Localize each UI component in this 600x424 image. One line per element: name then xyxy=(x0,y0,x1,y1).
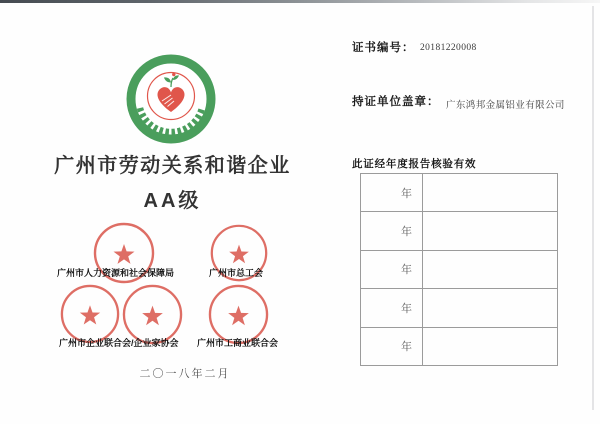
annual-verification-table xyxy=(360,173,558,366)
verification-blank-cell xyxy=(423,174,558,212)
star-icon xyxy=(228,306,249,326)
table-row xyxy=(361,174,558,212)
certificate-grade: AA级 xyxy=(143,190,202,212)
holder-seal-label: 持证单位盖章： xyxy=(352,96,440,108)
year-label-cell: 年 xyxy=(361,212,423,250)
table-row xyxy=(361,212,558,250)
year-label-cell: 年 xyxy=(361,250,423,288)
year-label-cell: 年 xyxy=(361,327,423,365)
seal-caption-human-resources-bureau: 广州市人力资源和社会保障局 xyxy=(57,268,175,278)
sprout-flower-icon xyxy=(172,73,175,76)
table-row xyxy=(361,327,558,365)
table-row xyxy=(361,289,558,327)
issue-date: 二〇一八年二月 xyxy=(139,368,231,380)
annual-verification-title: 此证经年度报告核验有效 xyxy=(352,158,477,170)
harmonious-labor-relations-emblem xyxy=(126,54,216,144)
star-icon xyxy=(229,245,249,264)
verification-blank-cell xyxy=(423,212,558,250)
verification-blank-cell xyxy=(423,327,558,365)
verification-blank-cell xyxy=(423,289,558,327)
seal-caption-federation-of-industry-commerce: 广州市工商业联合会 xyxy=(197,338,279,348)
certificate-number-label: 证书编号： xyxy=(352,42,415,54)
year-label-cell: 年 xyxy=(361,289,423,327)
star-icon xyxy=(80,305,100,324)
verification-blank-cell xyxy=(423,250,558,288)
certificate-right-page xyxy=(330,0,600,424)
certificate-number-value: 20181220008 xyxy=(420,43,477,53)
star-icon xyxy=(114,244,135,264)
seal-caption-enterprise-confederation: 广州市企业联合会/企业家协会 xyxy=(59,338,179,348)
seal-caption-federation-of-trade-unions: 广州市总工会 xyxy=(209,268,264,278)
table-row xyxy=(361,250,558,288)
certificate-title: 广州市劳动关系和谐企业 xyxy=(54,155,291,177)
holder-company-name: 广东鸿邦金属铝业有限公司 xyxy=(446,101,565,111)
year-label-cell: 年 xyxy=(361,174,423,212)
star-icon xyxy=(142,306,163,326)
